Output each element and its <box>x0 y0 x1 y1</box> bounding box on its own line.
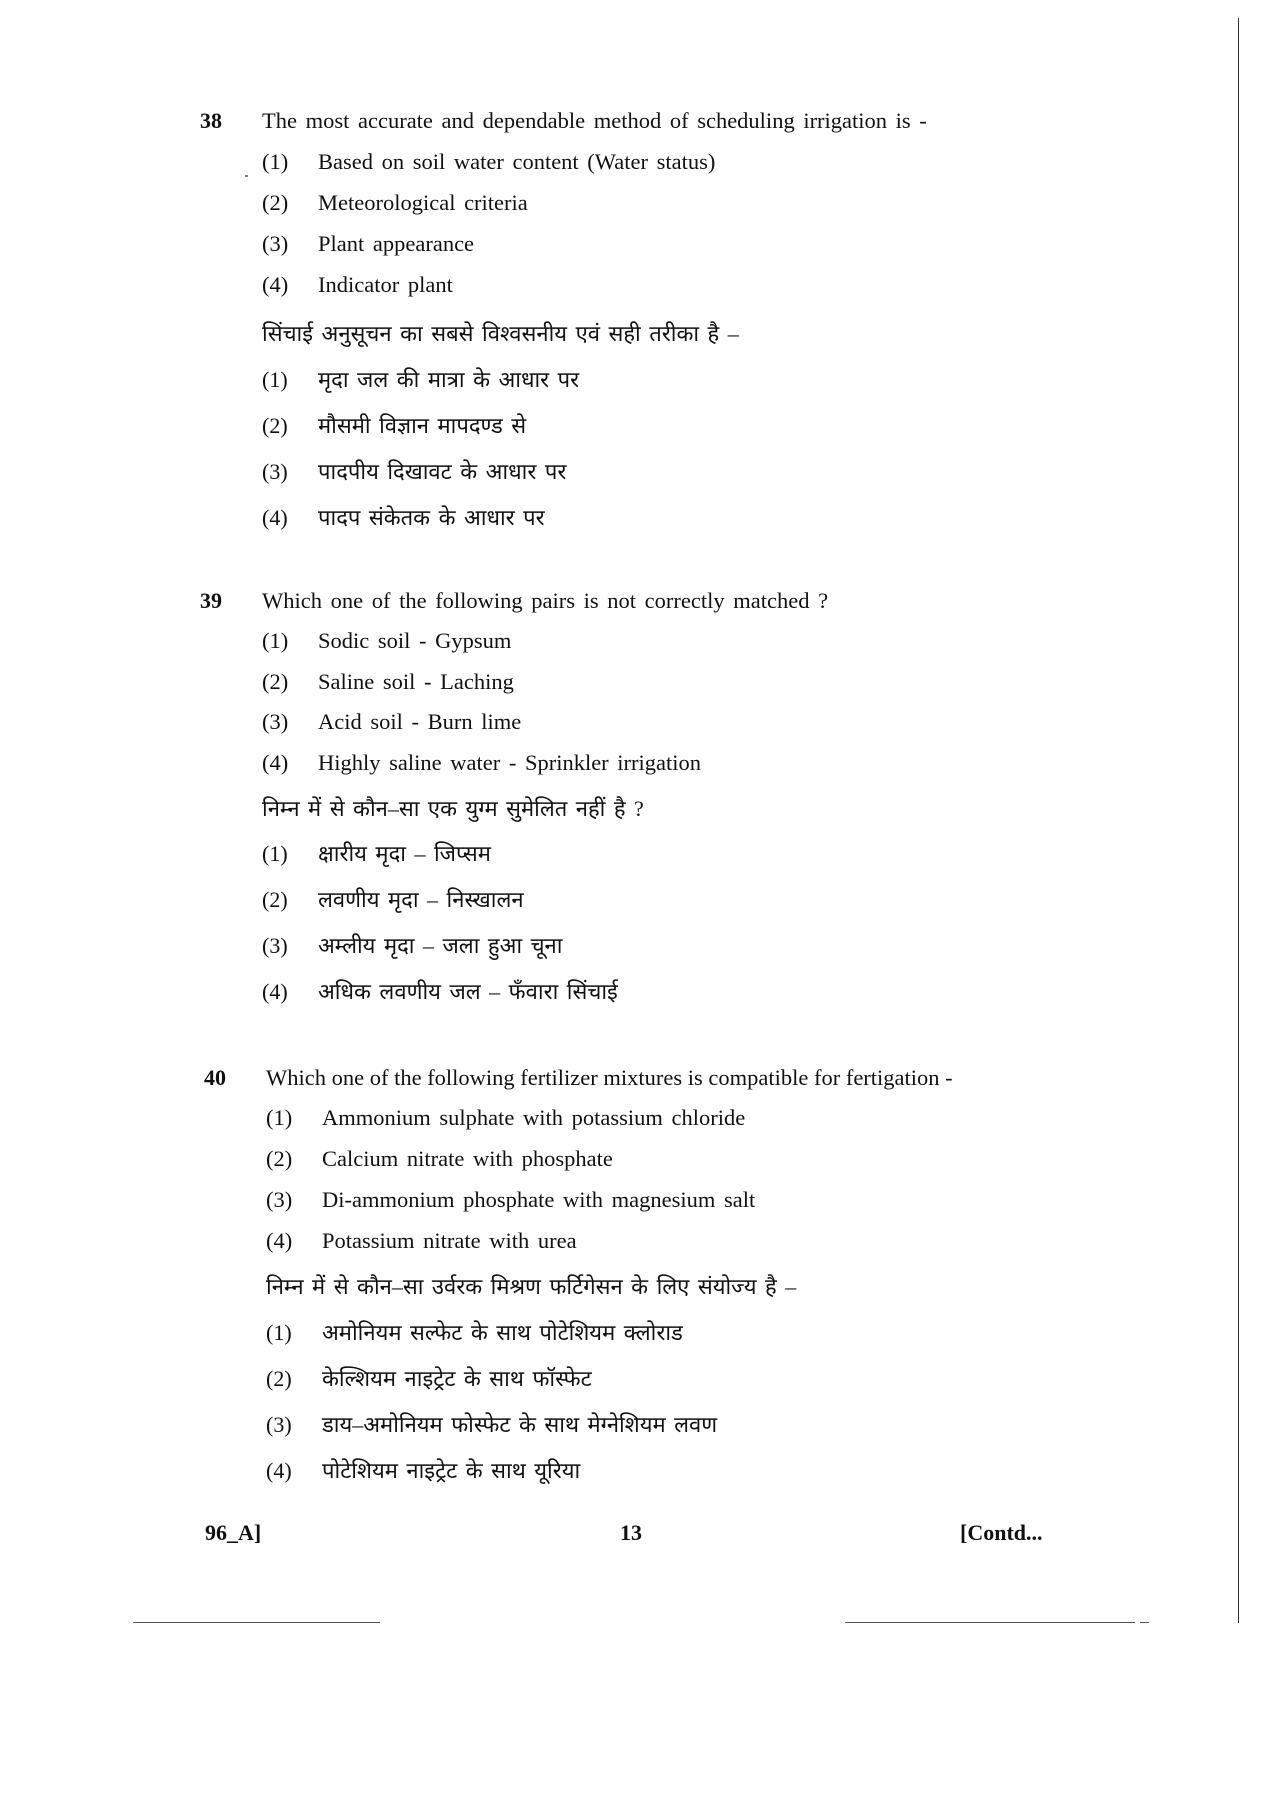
option-3-hindi: (3) अम्लीय मृदा – जला हुआ चूना <box>262 933 563 958</box>
option-1-hindi: (1) मृदा जल की मात्रा के आधार पर <box>262 367 580 392</box>
question-text-hindi: सिंचाई अनुसूचन का सबसे विश्वसनीय एवं सही तरीका है – <box>262 321 739 346</box>
option-4-hindi: (4) अधिक लवणीय जल – फँवारा सिंचाई <box>262 979 618 1004</box>
option-2-hindi: (2) मौसमी विज्ञान मापदण्ड से <box>262 413 527 438</box>
option-2-hindi: (2) लवणीय मृदा – निस्खालन <box>262 887 524 912</box>
page-number: 13 <box>620 1520 642 1545</box>
question-text-english: The most accurate and dependable method of scheduling irrigation is - <box>262 108 927 133</box>
option-1-hindi: (1) अमोनियम सल्फेट के साथ पोटेशियम क्लोराड <box>266 1320 683 1345</box>
option-4-hindi: (4) पादप संकेतक के आधार पर <box>262 505 545 530</box>
option-3-hindi: (3) पादपीय दिखावट के आधार पर <box>262 459 567 484</box>
option-3-english: (3) Di-ammonium phosphate with magnesium salt <box>266 1187 756 1212</box>
option-4-english: (4) Potassium nitrate with urea <box>266 1228 577 1253</box>
option-2-english: (2) Saline soil - Laching <box>262 669 514 694</box>
option-3-english: (3) Acid soil - Burn lime <box>262 709 522 734</box>
continued-label: [Contd... <box>960 1520 1043 1545</box>
question-number: 39 <box>200 588 222 613</box>
option-4-english: (4) Indicator plant <box>262 272 453 297</box>
option-1-english: (1) Sodic soil - Gypsum <box>262 628 512 653</box>
option-4-english: (4) Highly saline water - Sprinkler irrigation <box>262 750 702 775</box>
option-4-hindi: (4) पोटेशियम नाइट्रेट के साथ यूरिया <box>266 1458 581 1483</box>
option-2-english: (2) Calcium nitrate with phosphate <box>266 1146 613 1171</box>
scan-speck <box>245 175 248 177</box>
option-2-english: (2) Meteorological criteria <box>262 190 528 215</box>
option-2-hindi: (2) केल्शियम नाइट्रेट के साथ फॉस्फेट <box>266 1366 592 1391</box>
option-1-hindi: (1) क्षारीय मृदा – जिप्सम <box>262 841 491 866</box>
question-text-english: Which one of the following fertilizer mixtures is compatible for fertigation - <box>266 1065 953 1090</box>
bottom-rule-left <box>133 1622 380 1623</box>
question-text-english: Which one of the following pairs is not correctly matched ? <box>262 588 829 613</box>
option-3-english: (3) Plant appearance <box>262 231 475 256</box>
bottom-rule-right <box>845 1622 1135 1623</box>
question-number: 38 <box>200 108 222 133</box>
option-1-english: (1) Based on soil water content (Water status) <box>262 149 716 174</box>
question-text-hindi: निम्न में से कौन–सा उर्वरक मिश्रण फर्टिगेसन के लिए संयोज्य है – <box>266 1274 797 1299</box>
option-1-english: (1) Ammonium sulphate with potassium chloride <box>266 1105 746 1130</box>
paper-code: 96_A] <box>205 1520 262 1545</box>
bottom-rule-tick <box>1140 1622 1149 1623</box>
question-text-hindi: निम्न में से कौन–सा एक युग्म सुमेलित नहीं है ? <box>262 796 644 821</box>
question-number: 40 <box>204 1065 226 1090</box>
option-3-hindi: (3) डाय–अमोनियम फोस्फेट के साथ मेग्नेशियम लवण <box>266 1412 718 1437</box>
page-edge-line <box>1238 18 1239 1623</box>
